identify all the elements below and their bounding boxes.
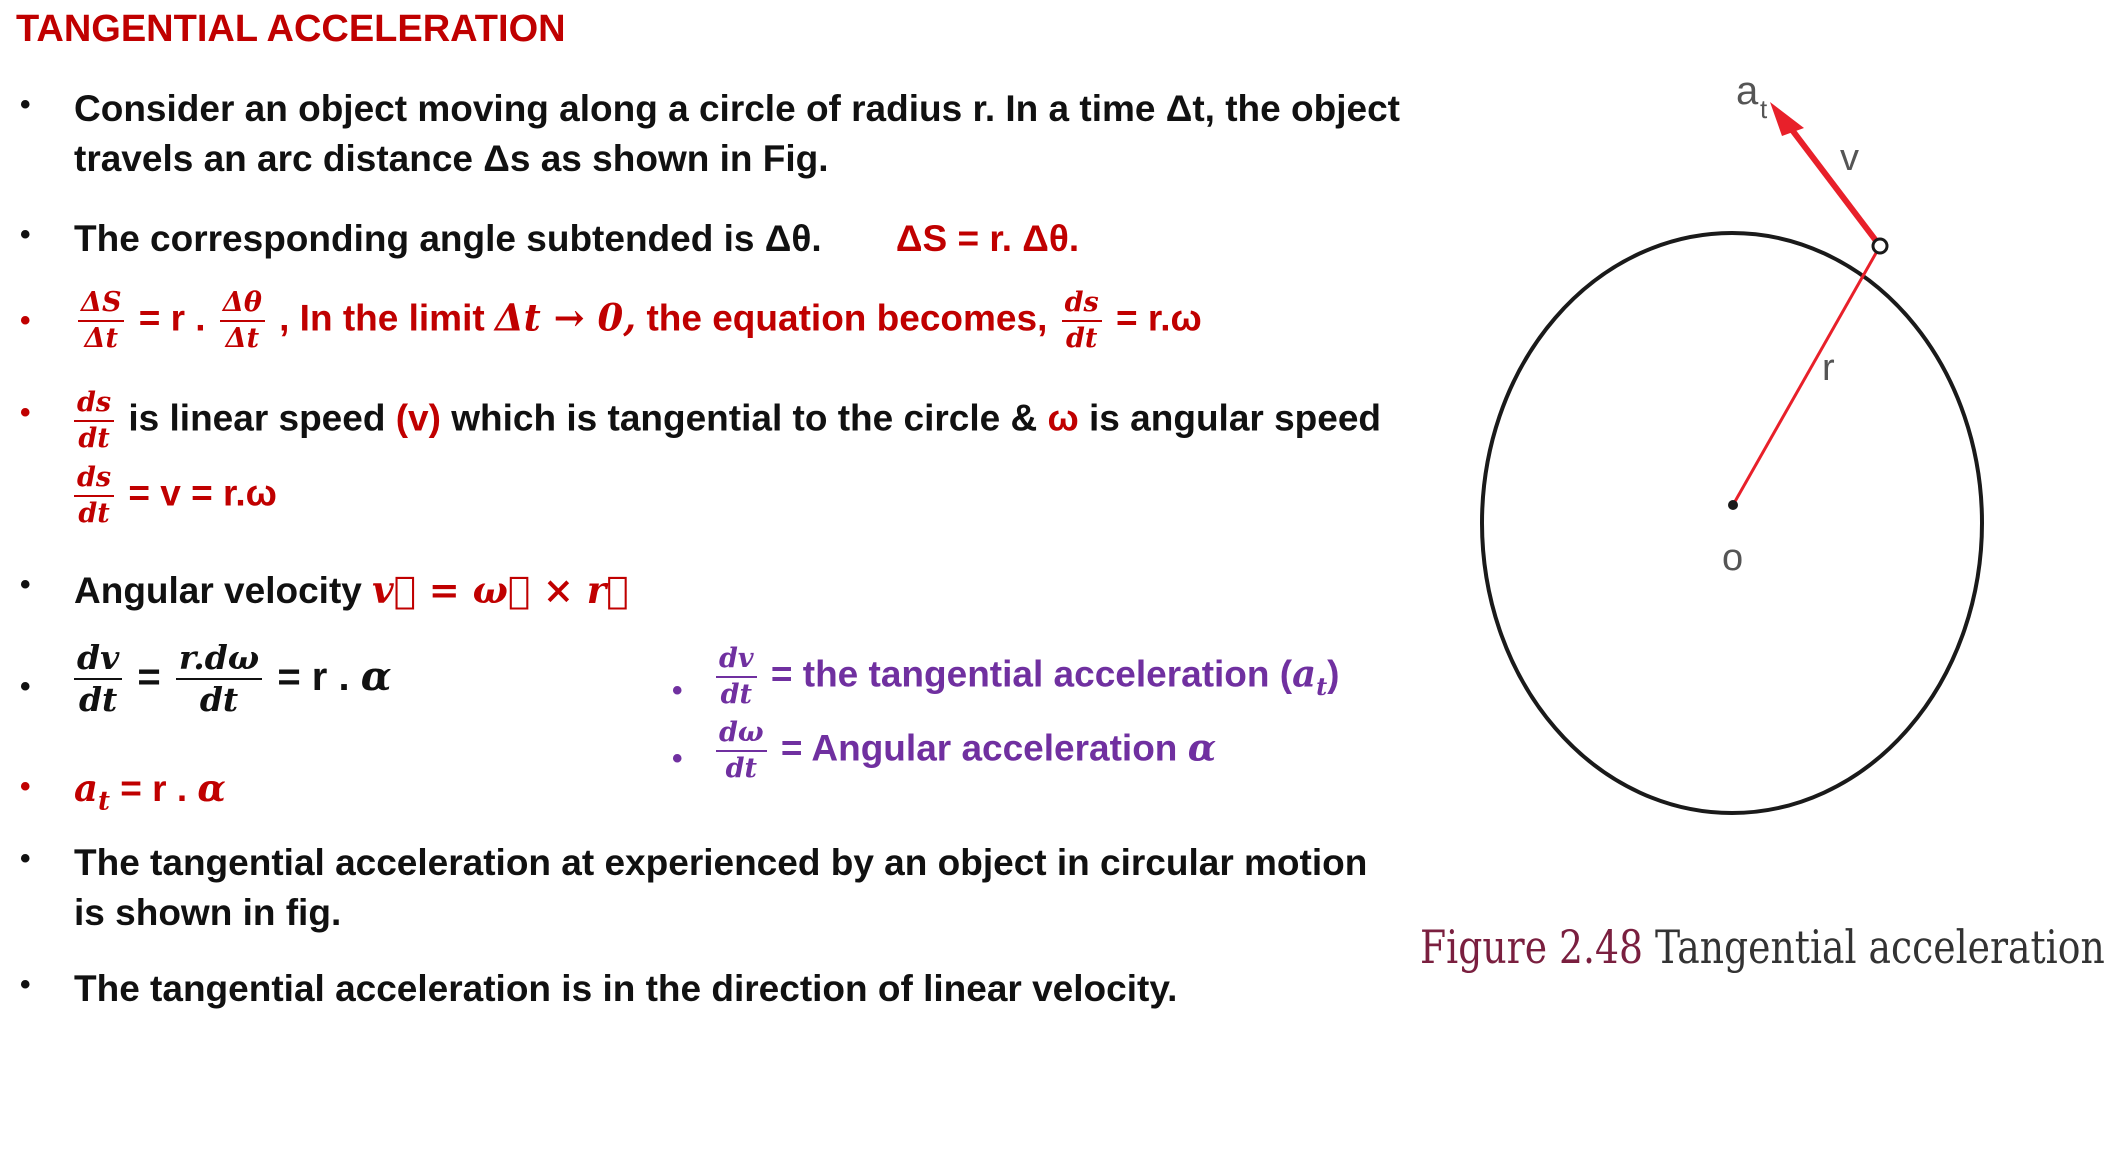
close-paren: ) <box>1327 653 1340 695</box>
fraction-ds-dt-2: $\frac{ds}{dt}$ <box>1062 288 1102 353</box>
bullet-3-equation <box>74 288 1202 353</box>
alpha-symbol: α <box>360 652 392 700</box>
bullet-dot: • <box>20 842 31 875</box>
bullet-dot: • <box>20 218 31 251</box>
equals-r: = r . <box>138 297 206 339</box>
t-subscript: t <box>97 786 110 817</box>
page-title: TANGENTIAL ACCELERATION <box>16 8 566 50</box>
equals-r: = r . <box>277 654 350 699</box>
object-point <box>1873 239 1887 253</box>
tangential-text: which is tangential to the circle & <box>451 397 1038 439</box>
bullet-dot: • <box>20 88 31 121</box>
fraction-ds-dt-3: $\frac{ds}{dt}$ <box>74 388 114 453</box>
bullet-4-text <box>74 388 1381 453</box>
label-a: a <box>1736 69 1759 113</box>
side-bullet-2-text <box>716 718 1216 783</box>
bullet-dot: • <box>20 670 31 703</box>
tangential-arrow <box>1783 118 1880 246</box>
a-symbol: a <box>1292 651 1317 696</box>
bullet-dot: • <box>672 742 683 775</box>
fraction-ds-dt: $\frac{\Delta S}{\Delta t}$ <box>78 288 124 353</box>
equals-r: = r . <box>120 768 188 809</box>
fraction-dtheta-dt: $\frac{\Delta\theta}{\Delta t}$ <box>220 288 265 353</box>
bullet-8-line-2: is shown in fig. <box>74 892 342 933</box>
omega-symbol: ω <box>1047 397 1079 439</box>
circle-path <box>1482 233 1982 813</box>
angular-acceleration-text: = Angular acceleration <box>780 727 1178 769</box>
equation-becomes-text: the equation becomes, <box>646 297 1048 339</box>
alpha-symbol: α <box>1187 725 1217 770</box>
fraction-r-domega-dt: $\frac{r.d\omega}{dt}$ <box>176 640 262 719</box>
angular-speed-text: is angular speed <box>1089 397 1382 439</box>
bullet-7-equation <box>74 766 226 816</box>
bullet-1-line-2: travels an arc distance Δs as shown in Fig. <box>74 138 829 179</box>
side-bullet-1-text <box>716 644 1340 709</box>
label-o: o <box>1722 537 1744 579</box>
bullet-dot: • <box>20 396 31 429</box>
figure-caption-text: Tangential acceleration <box>1655 920 2105 974</box>
label-v: v <box>1840 137 1859 179</box>
limit-text: , In the limit <box>279 297 485 339</box>
linear-speed-text: is linear speed <box>128 397 386 439</box>
equals-r-omega: = r.ω <box>1116 297 1202 339</box>
bullet-dot: • <box>672 674 683 707</box>
a-symbol: a <box>74 766 98 810</box>
figure-caption <box>1420 920 2105 974</box>
bullet-2-text <box>74 218 1079 260</box>
bullet-8-line-1: The tangential acceleration at experienced by an object in circular motion <box>74 842 1368 883</box>
fraction-ds-dt-4: $\frac{ds}{dt}$ <box>74 463 114 528</box>
bullet-1-line-1: Consider an object moving along a circle of radius r. In a time Δt, the object <box>74 88 1400 129</box>
bullet-4-equation <box>74 463 277 528</box>
arrow-head <box>1770 102 1804 136</box>
figure-number: Figure 2.48 <box>1420 920 1644 974</box>
bullet-dot: • <box>20 304 31 337</box>
limit-expression: Δt → 0, <box>494 295 637 340</box>
bullet-5-text <box>74 568 629 612</box>
radius-line <box>1733 246 1880 505</box>
t-subscript: t <box>1316 671 1328 701</box>
bullet-9-text: The tangential acceleration is in the direction of linear velocity. <box>74 968 1178 1009</box>
fraction-domega-dt: $\frac{d\omega}{dt}$ <box>716 718 767 783</box>
cross-product-equation: v⃗ = ω⃗ × r⃗ <box>372 568 629 612</box>
tangential-acceleration-figure <box>1410 60 2030 1020</box>
equals-sign: = <box>137 654 161 699</box>
v-equals-r-omega: = v = r.ω <box>128 472 277 514</box>
bullet-dot: • <box>20 770 31 803</box>
bullet-6-equation <box>74 640 392 719</box>
bullet-list <box>16 80 1400 1080</box>
angular-velocity-label: Angular velocity <box>74 570 362 611</box>
fraction-dv-dt: $\frac{dv}{dt}$ <box>74 640 122 719</box>
tangential-acceleration-text: = the tangential acceleration ( <box>770 653 1293 695</box>
angle-text: The corresponding angle subtended is Δθ. <box>74 218 822 259</box>
bullet-dot: • <box>20 968 31 1001</box>
fraction-dv-dt-side: $\frac{dv}{dt}$ <box>716 644 757 709</box>
label-r: r <box>1822 347 1835 389</box>
alpha-symbol: α <box>197 766 226 810</box>
bullet-dot: • <box>20 568 31 601</box>
v-symbol: (v) <box>395 397 441 439</box>
arc-equation: ΔS = r. Δθ. <box>895 218 1080 259</box>
label-a-sub: t <box>1760 94 1768 124</box>
center-point <box>1728 500 1738 510</box>
